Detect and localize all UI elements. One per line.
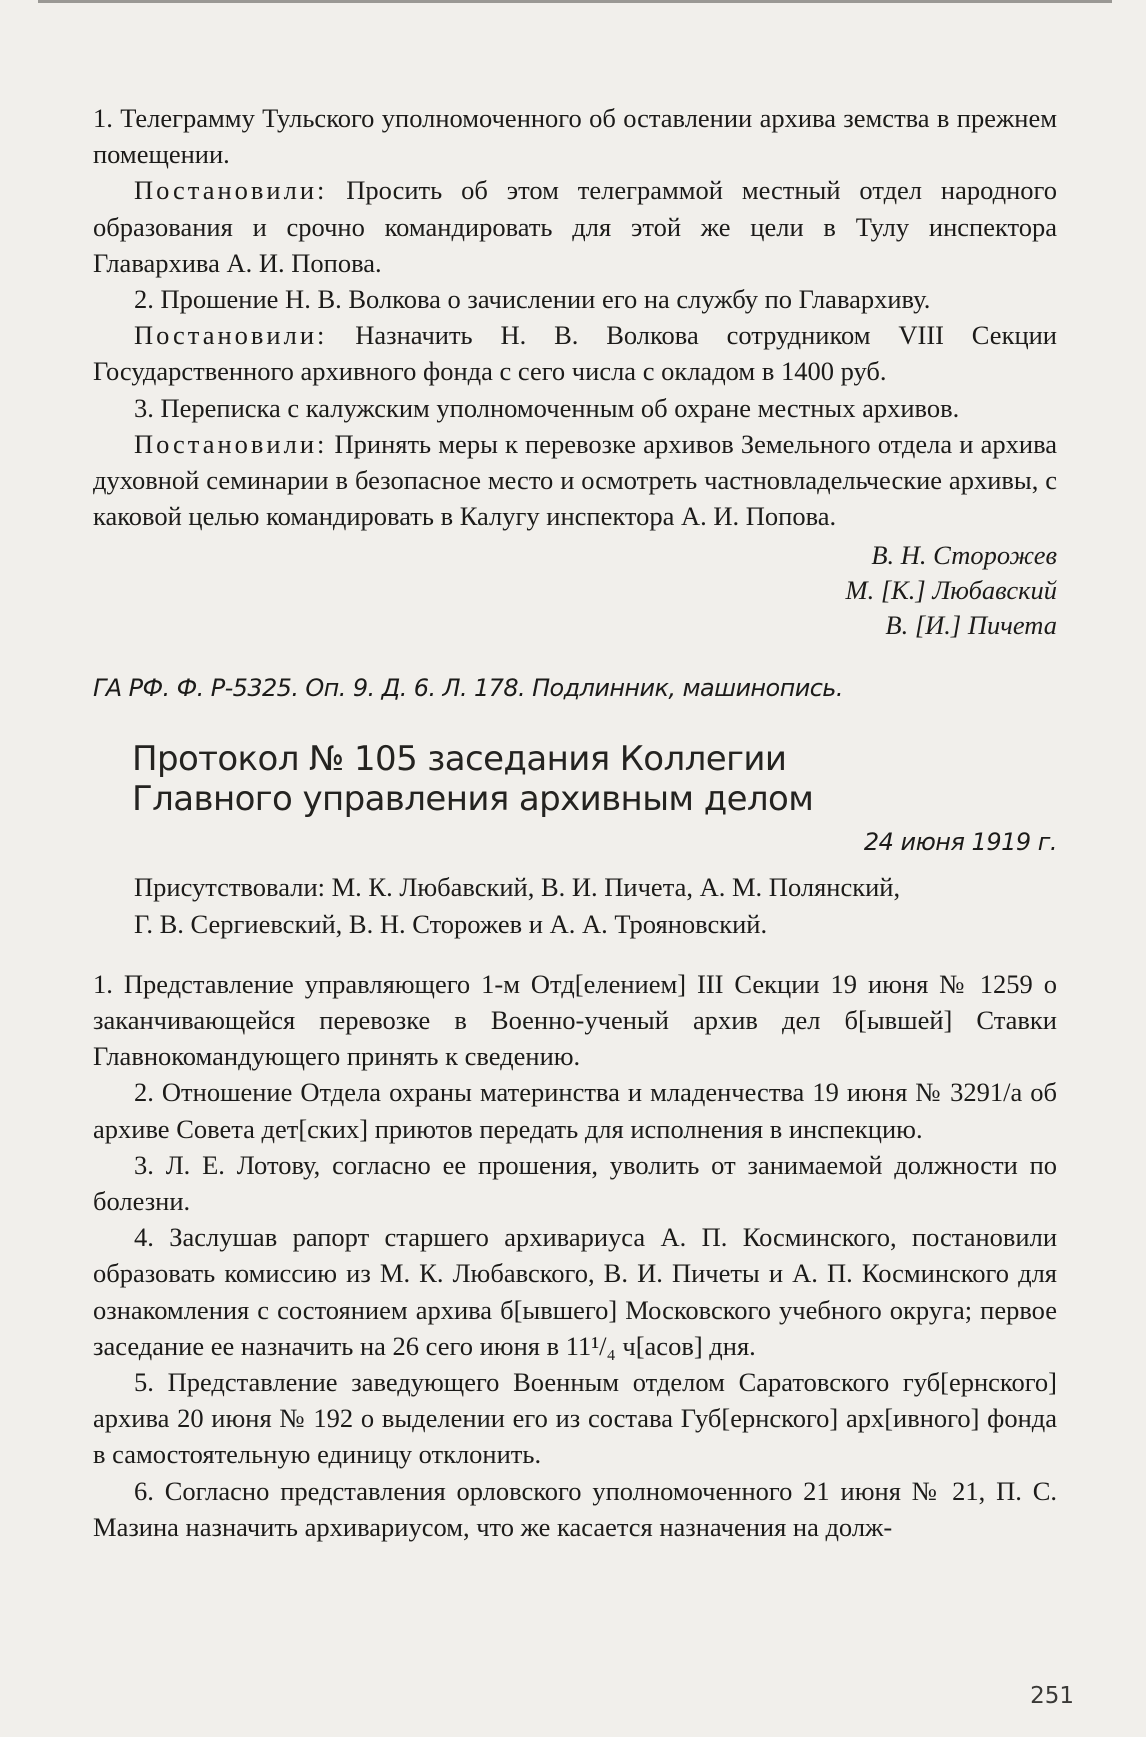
resolved-label: Постановили: [134,428,328,459]
decision-item: 2. Отношение Отдела охраны материнства и младенчества 19 июня № 3291/а об архиве Совета дет[ских] приютов передать для исполнения в инспекцию. [93,1077,1057,1144]
resolution-text: Принять меры к перевозке архивов Земельного отдела и архива духовной семинарии в безопасное место и осмотреть частновладельческие архивы, с каковой целью командировать в Калугу инспектора А. И. Попова. [93,428,1057,532]
resolution-3 [93,426,1057,535]
attendees-line: Г. В. Сергиевский, В. Н. Сторожев и А. А. Трояновский. [134,908,768,939]
protocol-title-line: Протокол № 105 заседания Коллегии [132,739,787,780]
item-2: 2. Прошение Н. В. Волкова о зачислении его на службу по Главархиву. [134,284,931,315]
decisions-list [93,966,1057,1545]
attendees [93,869,1057,941]
protocol-title [93,739,1057,819]
signature: М. [К.] Любавский [845,575,1057,606]
resolution-text: Назначить Н. В. Волкова сотрудником VIII Секции Государственного архивного фонда с сего числа с окладом в 1400 руб. [93,320,1057,387]
attendees-line: Присутствовали: М. К. Любавский, В. И. Пичета, А. М. Полянский, [134,872,901,903]
decision-item: 4. Заслушав рапорт старшего архивариуса А. П. Косминского, постановили образовать комиссию из М. К. Любавского, В. И. Пичеты и А. П. Косминского для ознакомления с состоянием архива б[ывшего] Московского учебного округа; первое заседание ее назначить на 26 сего июня в 11¹/₄ ч[асов] дня. [93,1222,1057,1361]
item-3: 3. Переписка с калужским уполномоченным об охране местных архивов. [134,392,960,423]
protocol-title-line: Главного управления архивным делом [132,779,814,820]
page-top-rule [38,0,1112,3]
signature: В. Н. Сторожев [871,540,1057,571]
document-body [93,100,1057,1545]
decision-item: 1. Представление управляющего 1-м Отд[елением] III Секции 19 июня № 1259 о заканчивающейся перевозке в Военно-ученый архив дел б[ывшей] Ставки Главнокомандующего принять к сведению. [93,968,1057,1072]
decision-item: 5. Представление заведующего Военным отделом Саратовского губ[ернского] архива 20 июня № 192 о выделении его из состава Губ[ернского] арх[ивного] фонда в самостоятельную единицу отклонить. [93,1367,1057,1470]
page-number: 251 [1030,1683,1074,1709]
resolution-text: Просить об этом телеграммой местный отдел народного образования и срочно командировать для этой же цели в Тулу инспектора Главархива А. И. Попова. [93,175,1057,278]
resolved-label: Постановили: [134,320,328,351]
resolution-1 [93,172,1057,281]
item-1: 1. Телеграмму Тульского уполномоченного об оставлении архива земства в прежнем помещении. [93,103,1057,170]
archive-source-citation: ГА РФ. Ф. Р-5325. Оп. 9. Д. 6. Л. 178. Подлинник, машинопись. [93,674,843,703]
signature: В. [И.] Пичета [885,610,1057,641]
resolution-2 [93,317,1057,389]
resolved-label: Постановили: [134,175,328,206]
protocol-date: 24 июня 1919 г. [863,828,1057,857]
decision-item: 3. Л. Е. Лотову, согласно ее прошения, уволить от занимаемой должности по болезни. [93,1149,1057,1217]
decision-item: 6. Согласно представления орловского уполномоченного 21 июня № 21, П. С. Мазина назначить архивариусом, что же касается назначения на долж- [93,1475,1057,1542]
signature-block [93,538,1057,643]
